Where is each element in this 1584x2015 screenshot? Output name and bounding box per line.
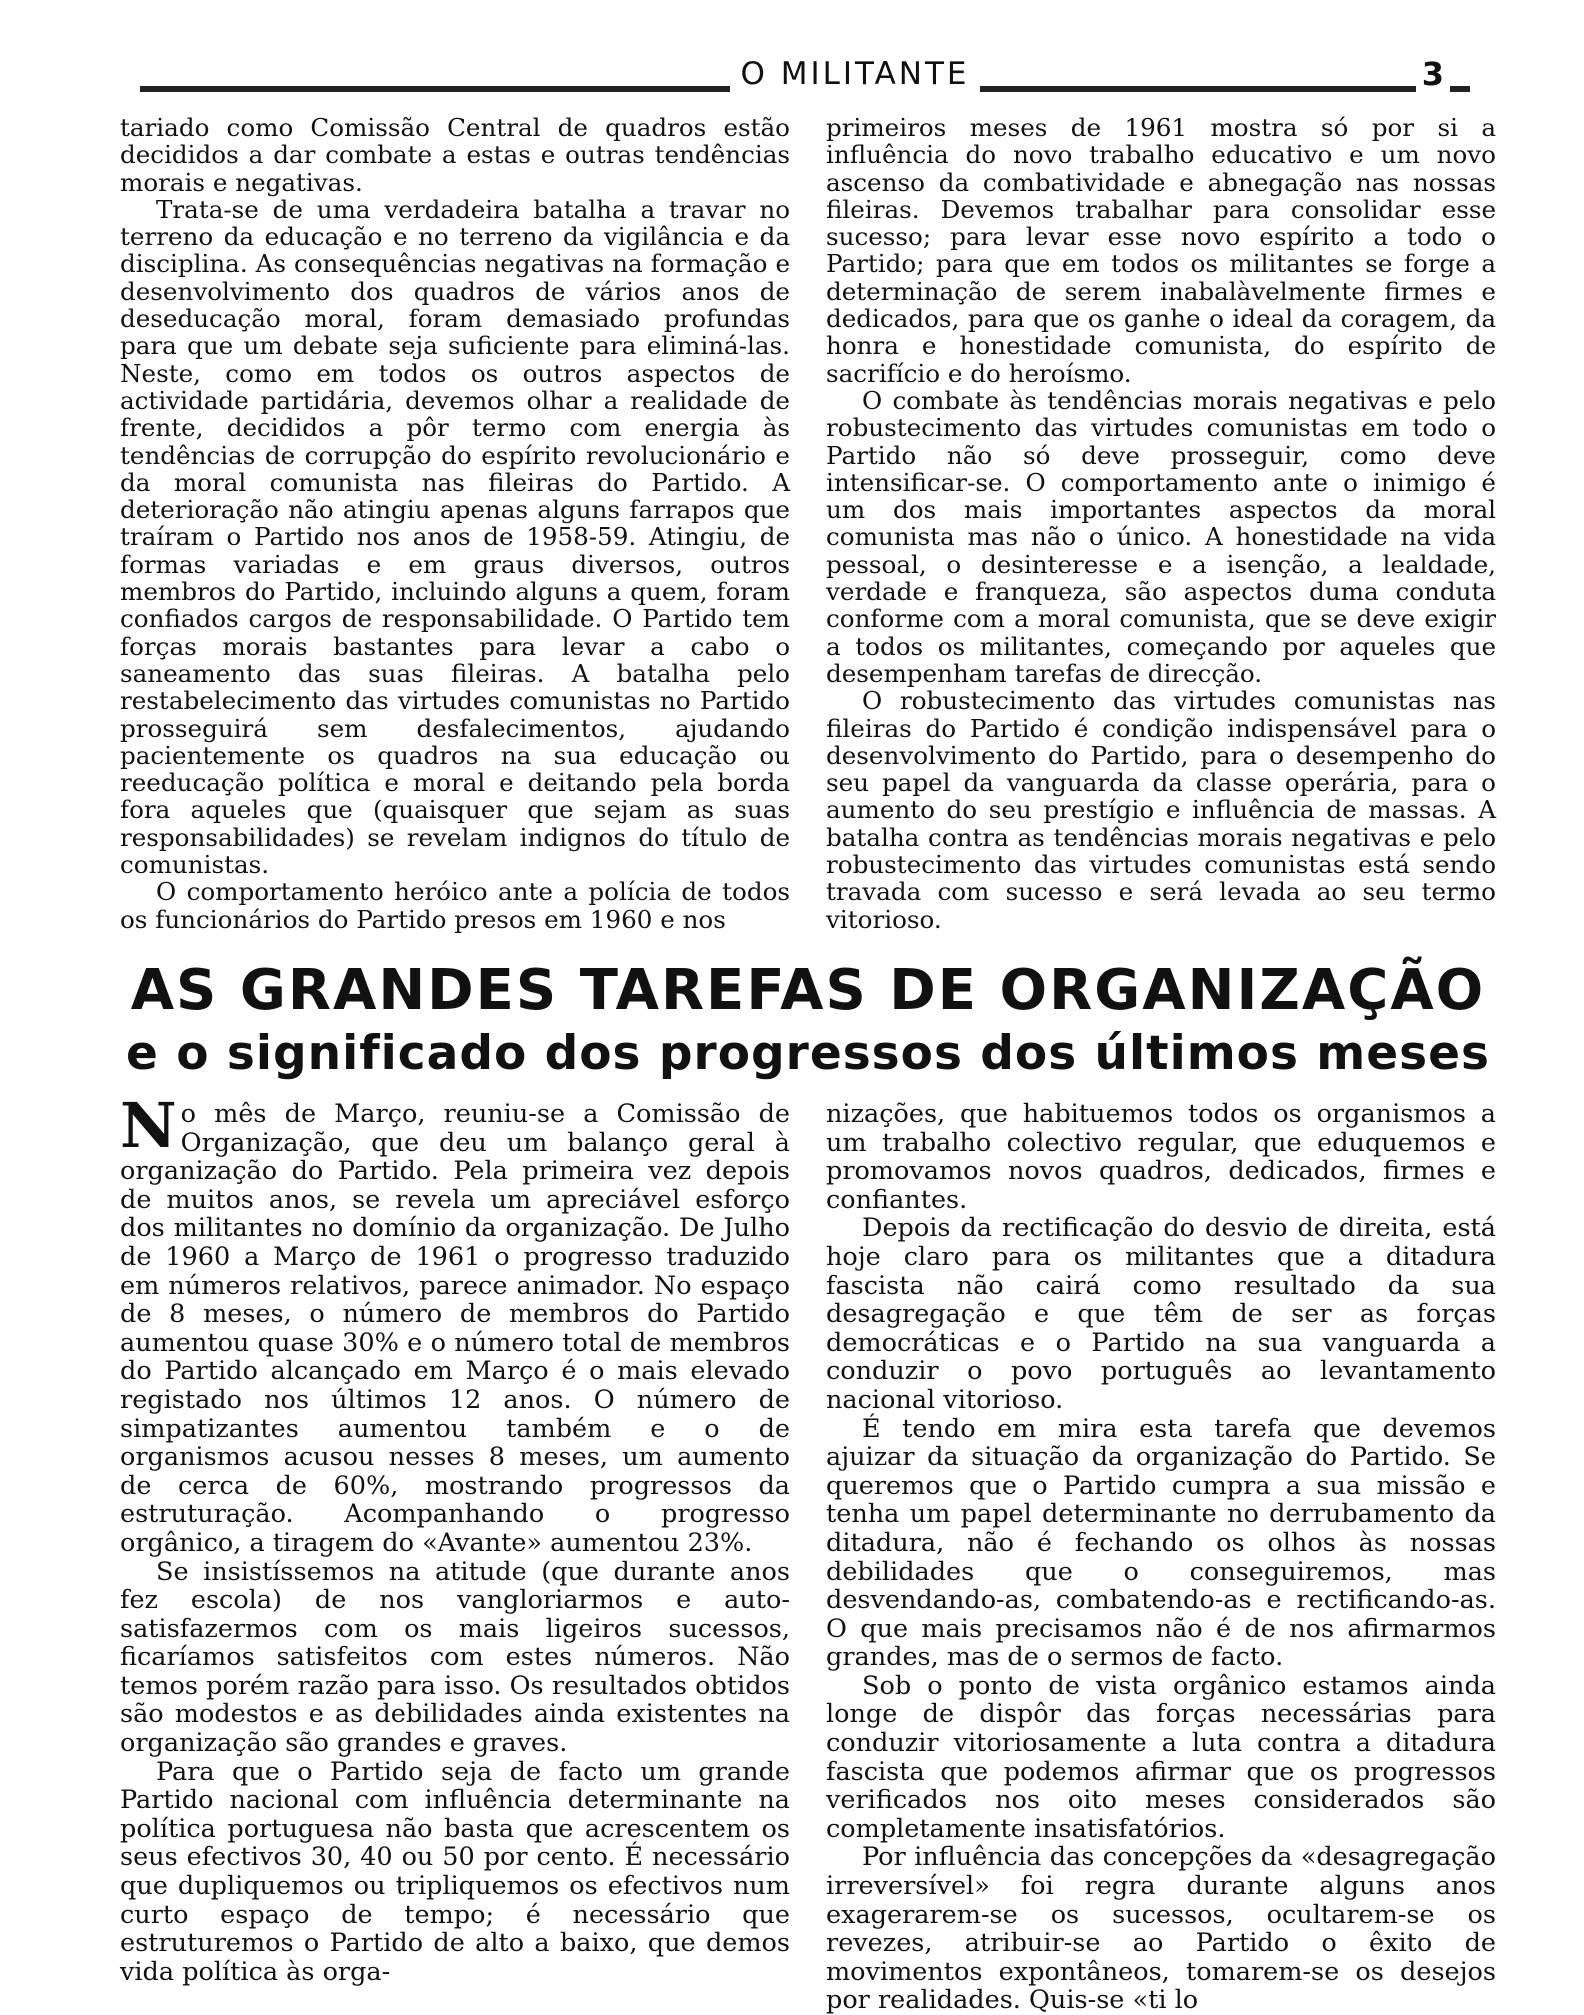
drop-cap: N bbox=[120, 1089, 177, 1162]
top-left-column bbox=[120, 114, 790, 944]
paragraph: Depois da rectificação do desvio de direita, está hoje claro para os militantes que a ditadura fascista não cairá como resultado da sua desagregação e que têm de ser as forças democráticas e o Partido na sua vanguarda a conduzir o povo português ao levantamento nacional vitorioso. bbox=[826, 1213, 1496, 1415]
paragraph: tariado como Comissão Central de quadros estão decididos a dar combate a estas e outras tendências morais e negativas. bbox=[120, 113, 790, 197]
lead-paragraph bbox=[120, 1089, 790, 1558]
paragraph: primeiros meses de 1961 mostra só por si a influência do novo trabalho educativo e um novo ascenso da combatividade e abnegação nas nossas fileiras. Devemos trabalhar para consolidar esse sucesso; para levar esse novo espírito a todo o Partido; para que em todos os militantes se forge a determinação de serem inabalàvelmente firmes e dedicados, para que os ganhe o ideal da coragem, da honra e honestidade comunista, do espírito de sacrifício e do heroísmo. bbox=[826, 113, 1496, 388]
article-title: AS GRANDES TAREFAS DE ORGANIZAÇÃO bbox=[130, 958, 1486, 1023]
paragraph: Trata-se de uma verdadeira batalha a travar no terreno da educação e no terreno da vigilância e da disciplina. As consequências negativas na formação e desenvolvimento dos quadros de vários anos de deseducação moral, foram demasiado profundas para que um debate seja suficiente para eliminá-las. Neste, como em todos os outros aspectos de actividade partidária, devemos olhar a realidade de frente, decididos a pôr termo com energia às tendências de corrupção do espírito revolucionário e da moral comunista nas fileiras do Partido. A deterioração não atingiu apenas alguns farrapos que traíram o Partido nos anos de 1958-59. Atingiu, de formas variadas e em graus diversos, outros membros do Partido, incluindo alguns a quem, foram confiados cargos de responsabilidade. O Partido tem forças morais bastantes para levar a cabo o saneamento das suas fileiras. A batalha pelo restabelecimento das virtudes comunistas no Partido prosseguirá sem desfalecimentos, ajudando pacientemente os quadros na sua educação ou reeducação política e moral e deitando pela borda fora aqueles que (quaisquer que sejam as suas responsabilidades) se revelam indignos do título de comunistas. bbox=[120, 194, 790, 880]
bottom-left-column bbox=[120, 1089, 790, 1987]
paragraph: O robustecimento das virtudes comunistas nas fileiras do Partido é condição indispensável para o desenvolvimento do Partido, para o desempenho do seu papel da vanguarda da classe operária, para o aumento do seu prestígio e influência de massas. A batalha contra as tendências morais negativas e pelo robustecimento das virtudes comunistas está sendo travada com sucesso e será levada ao seu termo vitorioso. bbox=[826, 686, 1496, 934]
paragraph: É tendo em mira esta tarefa que devemos ajuizar da situação da organização do Partido. Se queremos que o Partido cumpra a sua missão e tenha um papel determinante no derrubamento da ditadura, não é fechando os olhos às nossas debilidades que o conseguiremos, mas desvendando-as, combatendo-as e rectificando-as. O que mais precisamos não é de nos afirmarmos grandes, mas de o sermos de facto. bbox=[826, 1413, 1496, 1673]
paragraph: Sob o ponto de vista orgânico estamos ainda longe de dispôr das forças necessárias para conduzir vitoriosamente a luta contra a ditadura fascista que podemos afirmar que os progressos verificados nos oito meses considerados são completamente insatisfatórios. bbox=[826, 1670, 1496, 1844]
paragraph: nizações, que habituemos todos os organismos a um trabalho colectivo regular, que eduquemos e promovamos novos quadros, dedicados, firmes e confiantes. bbox=[826, 1099, 1496, 1215]
top-right-column bbox=[826, 114, 1496, 944]
paragraph: O combate às tendências morais negativas e pelo robustecimento das virtudes comunistas em todo o Partido não só deve prosseguir, como deve intensificar-se. O comportamento ante o inimigo é um dos mais importantes aspectos da moral comunista mas não o único. A honestidade na vida pessoal, o desinteresse e a isenção, a lealdade, verdade e franqueza, são aspectos duma conduta conforme com a moral comunista, que se deve exigir a todos os militantes, começando por aqueles que desempenham tarefas de direcção. bbox=[826, 385, 1496, 688]
paragraph: O comportamento heróico ante a polícia de todos os funcionários do Partido presos em 1960 e nos bbox=[120, 877, 790, 934]
lead-paragraph-text: o mês de Março, reuniu-se a Comissão de Organização, que deu um balanço geral à organização do Partido. Pela primeira vez depois de muitos anos, se revela um apreciável esforço dos militantes no domínio da organização. De Julho de 1960 a Março de 1961 o progresso traduzido em números relativos, parece animador. No espaço de 8 meses, o número de membros do Partido aumentou quase 30% e o número total de membros do Partido alcançado em Março é o mais elevado registado nos últimos 12 anos. O número de simpatizantes aumentou também e o de organismos acusou nesses 8 meses, um aumento de cerca de 60%, mostrando progressos da estruturação. Acompanhando o progresso orgânico, a tiragem do «Avante» aumentou 23%. bbox=[120, 1099, 790, 1558]
bottom-right-column bbox=[826, 1099, 1496, 2015]
paragraph: Por influência das concepções da «desagregação irreversível» foi regra durante alguns anos exagerarem-se os sucessos, ocultarem-se os revezes, atribuir-se ao Partido o êxito de movimentos expontâneos, tomarem-se os desejos por realidades. Quis-se «ti lo bbox=[826, 1842, 1496, 2015]
paragraph: Se insistíssemos na atitude (que durante anos fez escola) de nos vangloriarmos e auto-satisfazermos com os mais ligeiros sucessos, ficaríamos satisfeitos com estes números. Não temos porém razão para isso. Os resultados obtidos são modestos e as debilidades ainda existentes na organização são grandes e graves. bbox=[120, 1556, 790, 1759]
paragraph: Para que o Partido seja de facto um grande Partido nacional com influência determinante na política portuguesa não basta que acrescentem os seus efectivos 30, 40 ou 50 por cento. É necessário que dupliquemos ou tripliquemos os efectivos num curto espaço de tempo; é necessário que estruturemos o Partido de alto a baixo, que demos vida política às orga- bbox=[120, 1756, 790, 1987]
article-subtitle: e o significado dos progressos dos últimos meses bbox=[126, 1026, 1490, 1081]
masthead-title: O MILITANTE bbox=[730, 52, 980, 96]
page-header bbox=[140, 52, 1470, 104]
page-number: 3 bbox=[1416, 52, 1450, 96]
